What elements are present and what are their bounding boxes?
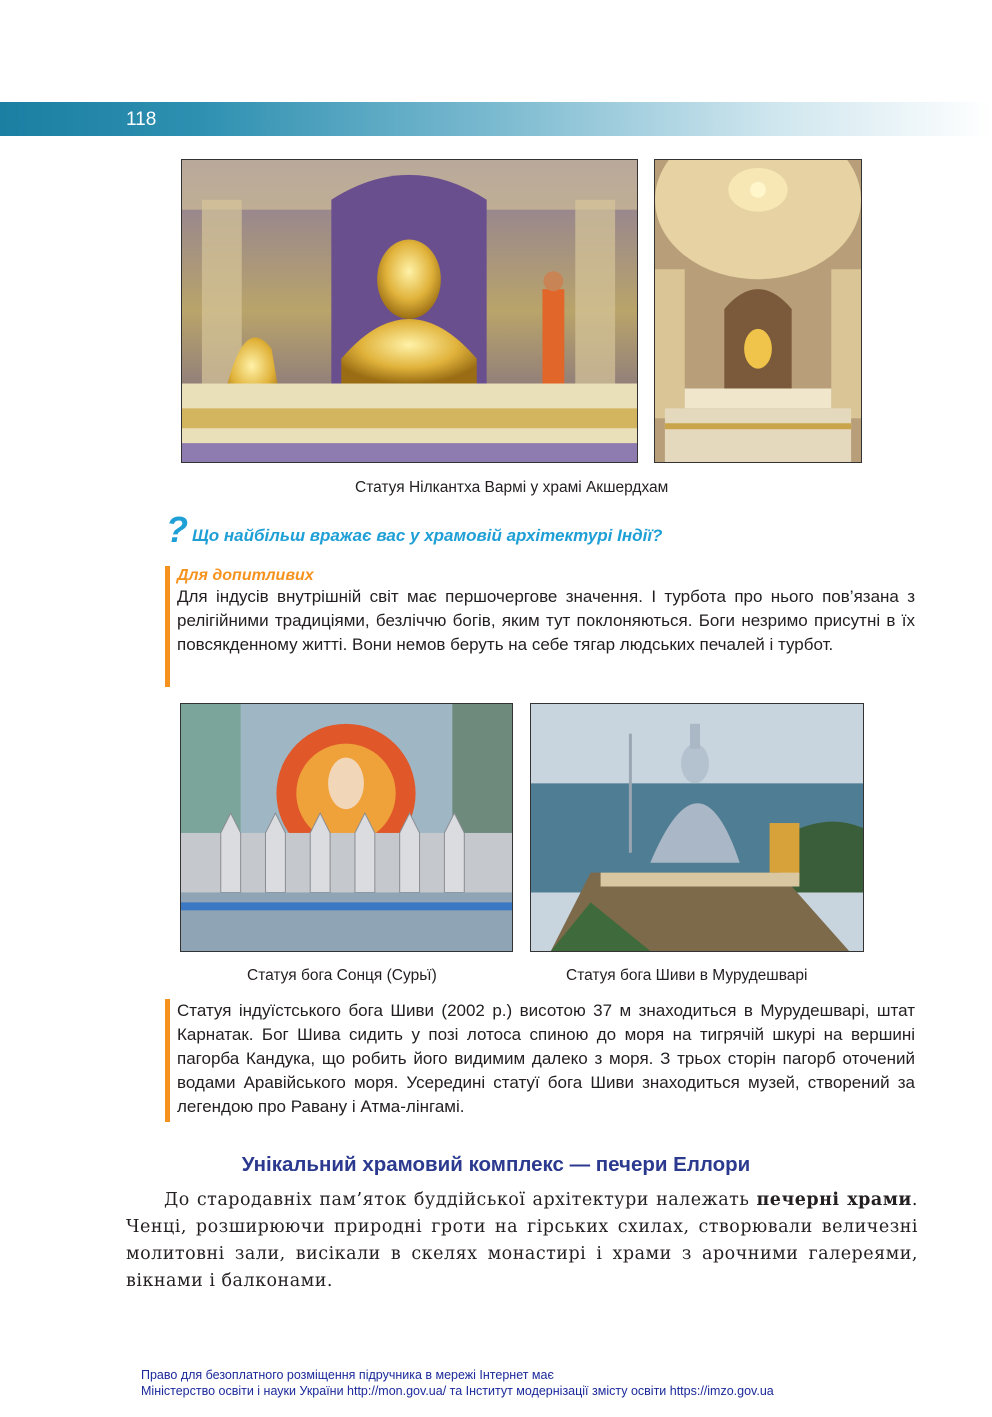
top-figure-caption: Статуя Нілкантха Вармі у храмі Акшердхам	[355, 479, 669, 496]
golden-statue-photo	[181, 159, 638, 463]
body-text-bold: печерні храми	[756, 1190, 912, 1210]
body-paragraph	[126, 1187, 918, 1295]
shiva-info-box	[165, 999, 915, 1122]
page-number: 118	[126, 109, 157, 130]
footer-line-1: Право для безоплатного розміщення підручника в мережі Інтернет має	[141, 1368, 554, 1382]
curious-box-title: Для допитливих	[177, 567, 314, 584]
temple-dome-photo	[654, 159, 862, 463]
curious-box	[165, 566, 915, 687]
body-text-start: До стародавніх пам’яток буддійської архітектури належать	[164, 1190, 757, 1210]
question-mark-icon: ?	[166, 509, 188, 550]
question-text: Що найбільш вражає вас у храмовій архітектурі Індії?	[192, 526, 663, 545]
footer-note	[141, 1367, 774, 1399]
question-block	[166, 509, 663, 550]
surya-statue-photo	[180, 703, 513, 952]
shiva-info-text: Статуя індуїстського бога Шиви (2002 р.) висотою 37 м знаходиться в Мурудешварі, штат Карнатак. Бог Шива сидить у позі лотоса спиною до моря на тигрячій шкурі на вершині пагорба Кандука, що робить його видимим далеко з моря. З трьох сторін пагорб оточений водами Аравійського моря. Усередині статуї бога Шиви знаходиться музей, створений за легендою про Равану і Атма-лінгамі.	[177, 1001, 915, 1116]
shiva-statue-photo	[530, 703, 864, 952]
shiva-caption: Статуя бога Шиви в Мурудешварі	[566, 967, 808, 984]
curious-box-text: Для індусів внутрішній світ має першочергове значення. І турбота про нього пов’язана з релігійними традиціями, безліччю богів, яким тут поклоняються. Боги незримо присутні в їх повсякденному житті. Вони немов беруть на себе тягар людських печалей і турбот.	[177, 587, 915, 654]
body-text-end: . Ченці, розширюючи природні гроти на гірських схилах, створювали величезні молитовні зали, висікали в скелях монастирі і храми з арочними галереями, вікнами і балконами.	[126, 1190, 918, 1291]
footer-line-2: Міністерство освіти і науки України http://mon.gov.ua/ та Інститут модернізації змісту освіти https://imzo.gov.ua	[141, 1384, 774, 1398]
section-heading: Унікальний храмовий комплекс — печери Еллори	[241, 1153, 751, 1176]
surya-caption: Статуя бога Сонця (Сурьї)	[247, 967, 437, 984]
